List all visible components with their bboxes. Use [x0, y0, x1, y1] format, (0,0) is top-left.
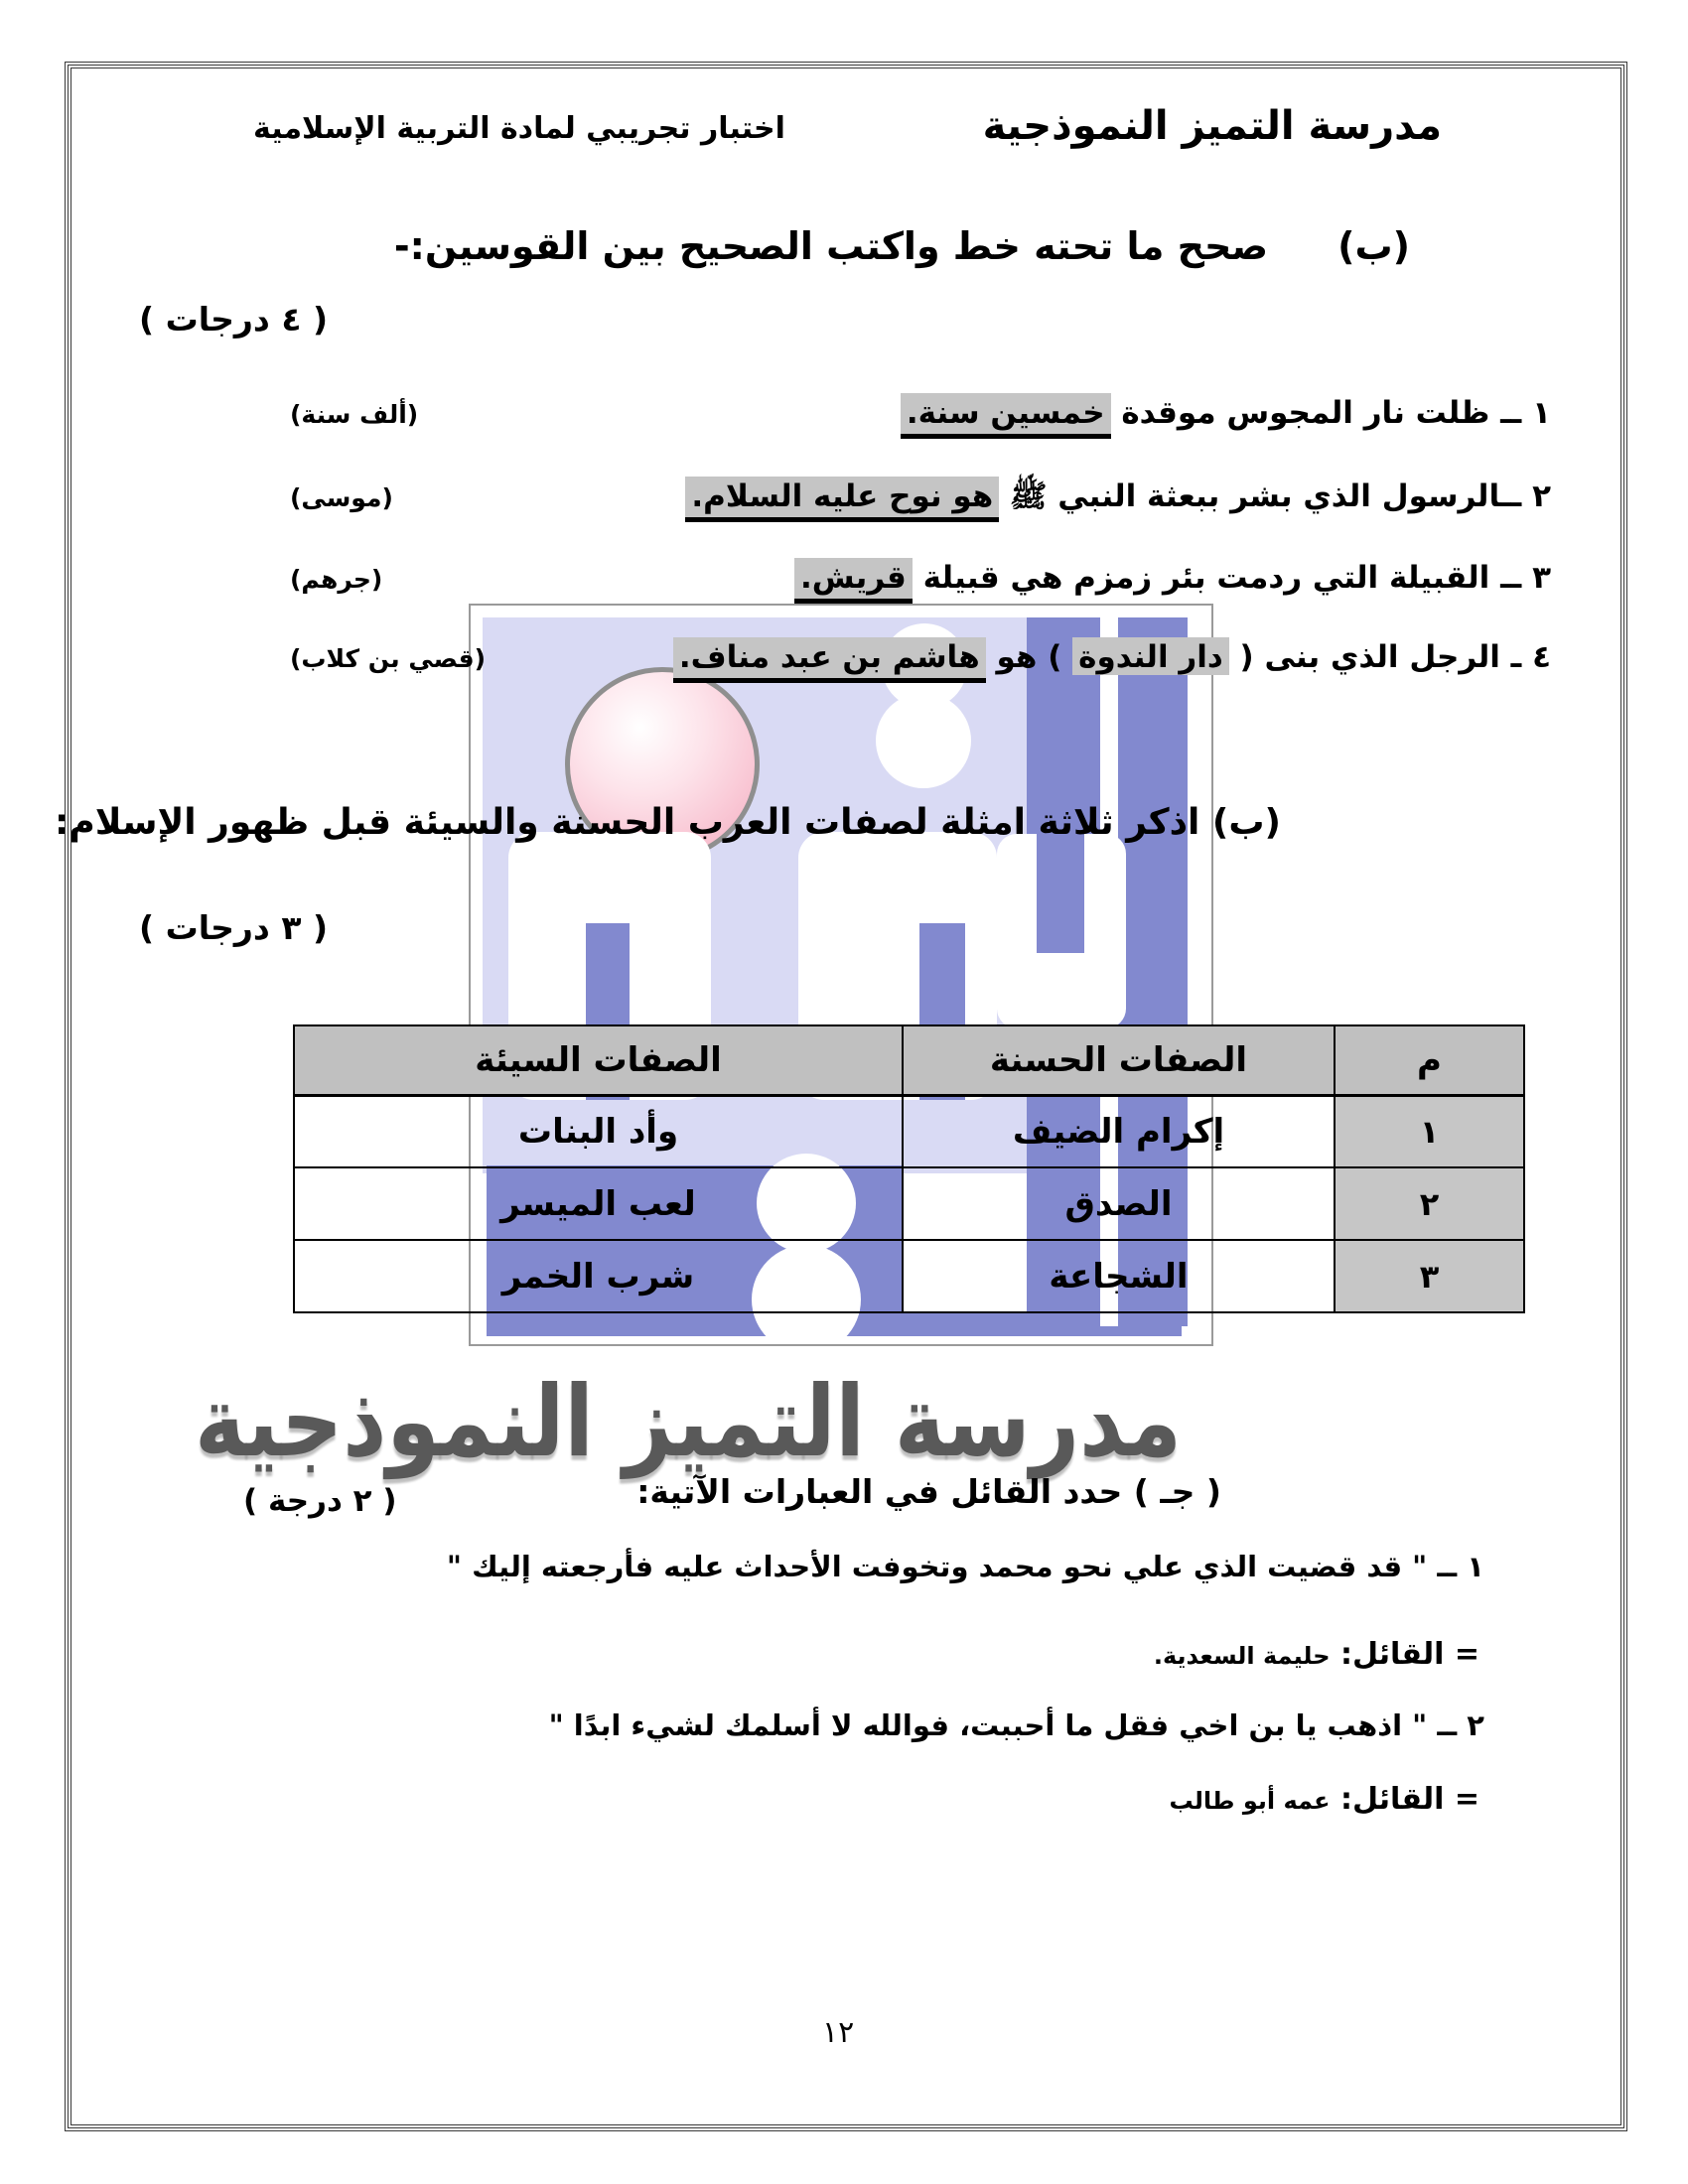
underlined-term: هو نوح عليه السلام. — [685, 477, 999, 522]
good-trait-cell: الصدق — [903, 1167, 1335, 1240]
section-c-heading — [636, 1472, 1221, 1511]
quote-1: ١ ــ " قد قضيت الذي علي نحو محمد وتخوفت الأحداث عليه فأرجعته إليك " — [446, 1550, 1484, 1583]
section-b-title: صحح ما تحته خط واكتب الصحيح بين القوسين:- — [393, 224, 1269, 268]
page-number: ١٢ — [822, 2015, 855, 2050]
item-text-segment: ٢ ــالرسول الذي بشر ببعثة النبي ﷺ — [999, 478, 1551, 514]
underlined-term: قريش. — [794, 558, 913, 604]
quote-2-answer — [1169, 1782, 1479, 1817]
bad-trait-cell: وأد البنات — [294, 1095, 903, 1167]
item-text-segment: ) هو — [985, 639, 1073, 675]
table-header-good-traits: الصفات الحسنة — [903, 1025, 1335, 1095]
item-text — [673, 639, 1551, 675]
section-b-label: (ب) — [1337, 224, 1410, 268]
underlined-term: خمسين سنة. — [901, 393, 1111, 439]
answer-label: = القائل: — [1339, 1637, 1479, 1672]
table-header-bad-traits: الصفات السيئة — [294, 1025, 903, 1095]
section-b-heading — [394, 224, 1410, 268]
section-c-marks: ( ٢ درجة ) — [243, 1483, 397, 1519]
speaker-name: حليمة السعدية. — [1153, 1642, 1331, 1670]
exam-title: اختبار تجريبي لمادة التربية الإسلامية — [253, 111, 785, 146]
item-text-segment: ٤ ـ الرجل الذي بنى ( — [1228, 639, 1551, 675]
question-item-4 — [290, 639, 1551, 675]
bad-trait-cell: لعب الميسر — [294, 1167, 903, 1240]
row-number: ٣ — [1335, 1240, 1524, 1312]
row-number: ١ — [1335, 1095, 1524, 1167]
good-trait-cell: إكرام الضيف — [903, 1095, 1335, 1167]
speaker-name: عمه أبو طالب — [1169, 1787, 1331, 1815]
item-answer: (جرهم) — [290, 565, 383, 594]
question-item-2 — [290, 478, 1551, 522]
table-header-num: م — [1335, 1025, 1524, 1095]
item-answer: (قصي بن كلاب) — [290, 644, 487, 673]
table-header-row — [294, 1025, 1524, 1095]
question-item-3 — [290, 560, 1551, 596]
answer-label: = القائل: — [1339, 1782, 1479, 1817]
school-name: مدرسة التميز النموذجية — [982, 103, 1442, 149]
bad-trait-cell: شرب الخمر — [294, 1240, 903, 1312]
logo-white-circle — [876, 693, 971, 788]
section-c-title: حدد القائل في العبارات الآتية: — [636, 1472, 1123, 1511]
item-answer: (موسى) — [290, 483, 393, 512]
section-b2-marks: ( ٣ درجات ) — [139, 908, 329, 947]
logo-kufic-inner-bar — [1037, 834, 1084, 953]
item-text-segment: ٣ ــ القبيلة التي ردمت بئر زمزم هي قبيلة — [912, 560, 1551, 596]
item-text-segment: ١ ــ ظلت نار المجوس موقدة — [1110, 395, 1551, 431]
quote-1-answer — [1154, 1637, 1479, 1672]
row-number: ٢ — [1335, 1167, 1524, 1240]
item-text — [794, 560, 1551, 596]
table-row — [294, 1240, 1524, 1312]
question-item-1 — [290, 395, 1551, 431]
section-b-marks: ( ٤ درجات ) — [139, 300, 329, 339]
quote-2: ٢ ــ " اذهب يا بن اخي فقل ما أحببت، فوالله لا أسلمك لشيء ابدًا " — [548, 1708, 1484, 1742]
highlighted-term: دار الندوة — [1072, 637, 1229, 675]
watermark-text: مدرسة التميز النموذجية — [195, 1365, 1182, 1479]
section-c-label: ( جـ ) — [1133, 1472, 1221, 1511]
section-b2-title: (ب) اذكر ثلاثة امثلة لصفات العرب الحسنة والسيئة قبل ظهور الإسلام: — [54, 802, 1281, 843]
underlined-term: هاشم بن عبد مناف. — [673, 637, 986, 683]
table-row — [294, 1095, 1524, 1167]
item-text — [901, 395, 1551, 431]
item-answer: (ألف سنة) — [290, 400, 419, 429]
good-trait-cell: الشجاعة — [903, 1240, 1335, 1312]
traits-table — [293, 1024, 1525, 1313]
item-text — [685, 478, 1551, 522]
table-row — [294, 1167, 1524, 1240]
